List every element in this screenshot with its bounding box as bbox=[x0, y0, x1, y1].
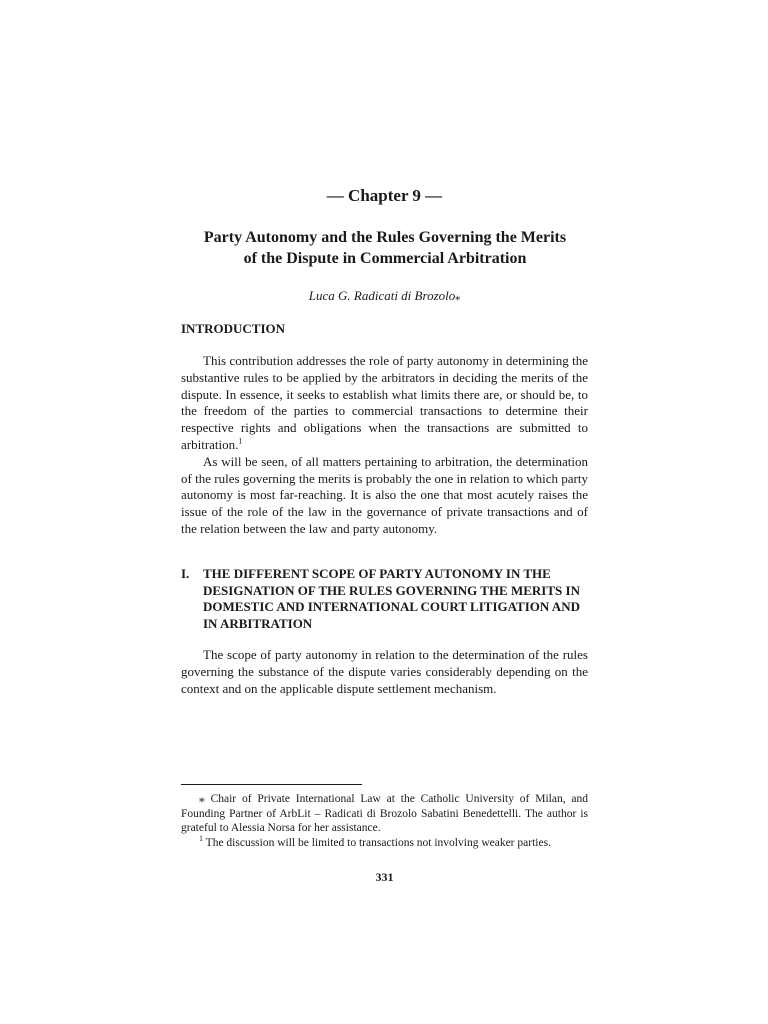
footnote-1 bbox=[181, 833, 588, 851]
footnote-star-mark: ⁎ bbox=[199, 793, 205, 805]
introduction-paragraph-2: As will be seen, of all matters pertaining to arbitration, the determination of the rules governing the merits is probably the one in relation to which party autonomy is most far-reaching. It is also the one that most acutely raises the issue of the role of the law in the governance of private transactions and of the relation between the law and party autonomy. bbox=[181, 453, 588, 536]
page-number: 331 bbox=[375, 870, 394, 884]
section-1-title: THE DIFFERENT SCOPE OF PARTY AUTONOMY IN THE DESIGNATION OF THE RULES GOVERNING THE MERITS IN DOMESTIC AND INTERNATIONAL COURT LITIGATION AND IN ARBITRATION bbox=[203, 566, 580, 631]
chapter-title bbox=[175, 227, 595, 269]
chapter-title-line-2: of the Dispute in Commercial Arbitration bbox=[243, 250, 527, 267]
footnote-1-text: The discussion will be limited to transactions not involving weaker parties. bbox=[203, 836, 551, 849]
footnote-1-mark: 1 bbox=[199, 833, 203, 843]
introduction-body bbox=[181, 353, 588, 538]
author-name: Luca G. Radicati di Brozolo bbox=[308, 288, 456, 303]
section-1-body bbox=[181, 647, 588, 697]
footnote-star-text: Chair of Private International Law at the Catholic University of Milan, and Founding Partner of ArbLit – Radicati di Brozolo Sabatini Benedettelli. The author is grateful to Alessia Norsa for her assistance. bbox=[181, 793, 588, 834]
footnote-ref-1[interactable]: 1 bbox=[238, 436, 243, 446]
chapter-title-line-1: Party Autonomy and the Rules Governing the Merits bbox=[203, 229, 567, 246]
chapter-label: — Chapter 9 — bbox=[326, 186, 443, 205]
author-footnote-mark: ⁎ bbox=[455, 292, 461, 303]
footnote-star bbox=[181, 792, 588, 836]
footnotes bbox=[181, 792, 588, 850]
author-line bbox=[181, 288, 588, 304]
introduction-heading: INTRODUCTION bbox=[181, 321, 286, 336]
section-1-heading bbox=[181, 566, 588, 632]
footnote-divider bbox=[181, 784, 362, 785]
section-1-paragraph-1: The scope of party autonomy in relation to the determination of the rules governing the substance of the dispute varies considerably depending on the context and on the applicable dispute settlement mechanism. bbox=[181, 647, 588, 696]
section-1-number: I. bbox=[181, 566, 190, 581]
introduction-paragraph-1: This contribution addresses the role of party autonomy in determining the substantive rules to be applied by the arbitrators in deciding the merits of the dispute. In essence, it seeks to establish what limits there are, or should be, to the freedom of the parties to commercial transactions to determine their respective rights and obligations when the transactions are submitted to arbitration.$^1$ bbox=[181, 353, 588, 452]
